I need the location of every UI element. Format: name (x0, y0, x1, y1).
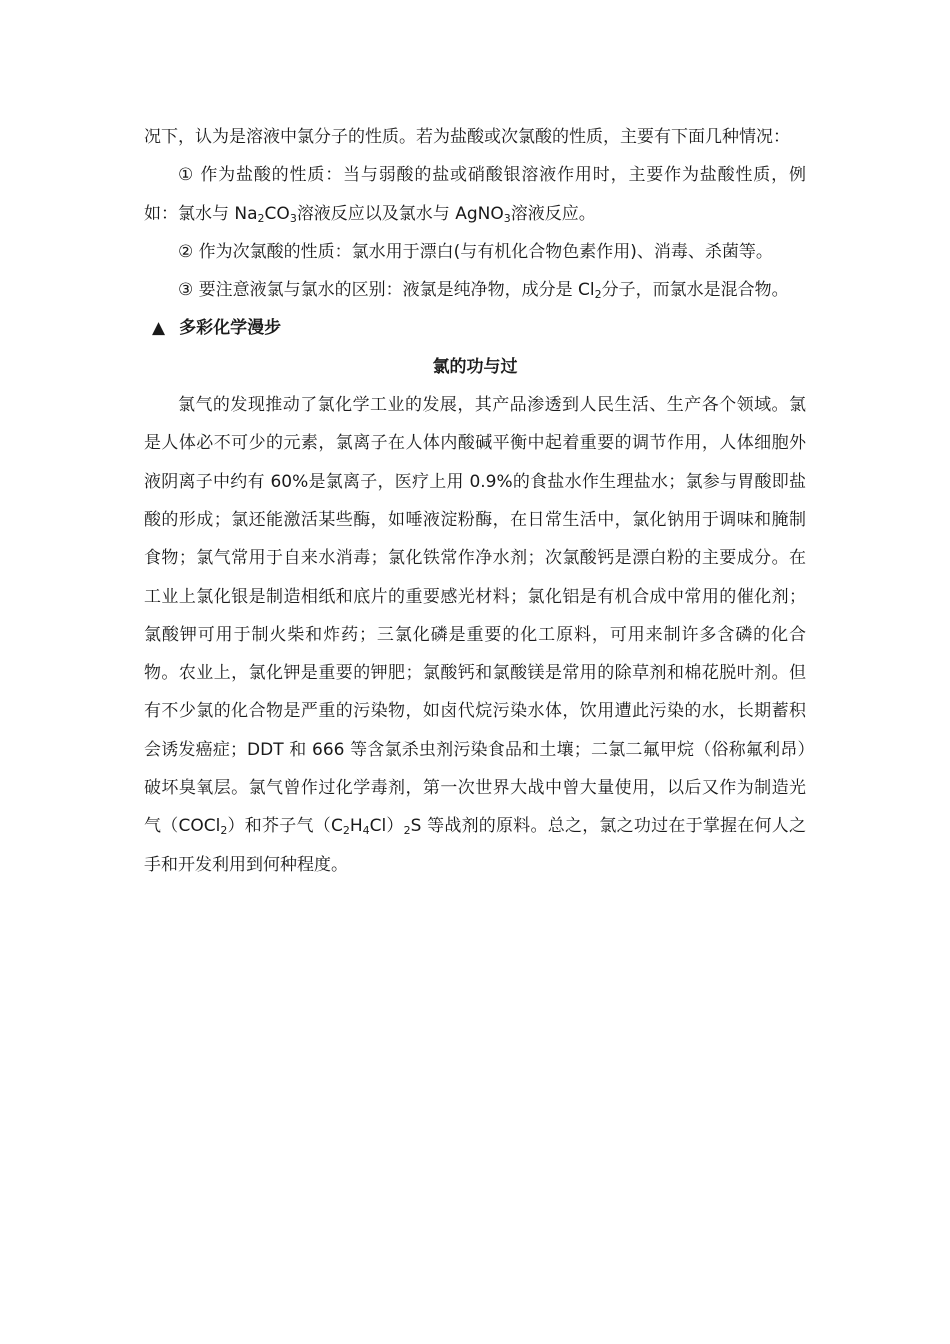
list-item-hypochlorous-acid: ② 作为次氯酸的性质：氯水用于漂白(与有机化合物色素作用)、消毒、杀菌等。 (178, 241, 773, 262)
list-item-hydrochloric-acid: ① 作为盐酸的性质：当与弱酸的盐或硝酸银溶液作用时，主要作为盐酸性质，例如：氯水与 $Na_2CO_3$溶液反应以及氯水与 AgNO$_3$溶液反应。 (144, 165, 806, 225)
article-body: 氯气的发现推动了氯化学工业的发展，其产品渗透到人民生活、生产各个领域。氯是人体必不可少的元素，氯离子在人体内酸碱平衡中起着重要的调节作用，人体细胞外液阴离子中约有 60%是氯离子，医疗上用 0.9%的食盐水作生理盐水；氯参与胃酸即盐酸的形成；氯还能激活某些酶，如唾液淀粉酶，在日常生活中，氯化钠用于调味和腌制食物；氯气常用于自来水消毒；氯化铁常作净水剂；次氯酸钙是漂白粉的主要成分。在工业上氯化银是制造相纸和底片的重要感光材料；氯化铝是有机合成中常用的催化剂；氯酸钾可用于制火柴和炸药；三氯化磷是重要的化工原料，可用来制许多含磷的化合物。农业上，氯化钾是重要的钾肥；氯酸钙和氯酸镁是常用的除草剂和棉花脱叶剂。但有不少氯的化合物是严重的污染物，如卤代烷污染水体，饮用遭此污染的水，长期蓄积会诱发癌症；DDT 和 666 等含氯杀虫剂污染食品和土壤；二氯二氟甲烷（俗称氟利昂）破坏臭氧层。氯气曾作过化学毒剂，第一次世界大战中曾大量使用，以后又作为制造光气（COCl$_2$）和芥子气$(C_2H_4Cl)_2S$ 等战剂的原料。总之，氯之功过在于掌握在何人之手和开发利用到何种程度。 (144, 395, 806, 875)
article-title: 氯的功与过 (432, 356, 518, 377)
document-page (144, 118, 806, 884)
intro-paragraph: 况下，认为是溶液中氯分子的性质。若为盐酸或次氯酸的性质，主要有下面几种情况： (144, 127, 790, 147)
section-heading (144, 309, 806, 347)
section-heading-text: 多彩化学漫步 (179, 318, 282, 339)
list-item-liquid-chlorine: ③ 要注意液氯与氯水的区别：液氯是纯净物，成分是 $Cl_2$分子，而氯水是混合物。 (178, 280, 789, 302)
triangle-marker-icon: ▲ (152, 318, 166, 339)
